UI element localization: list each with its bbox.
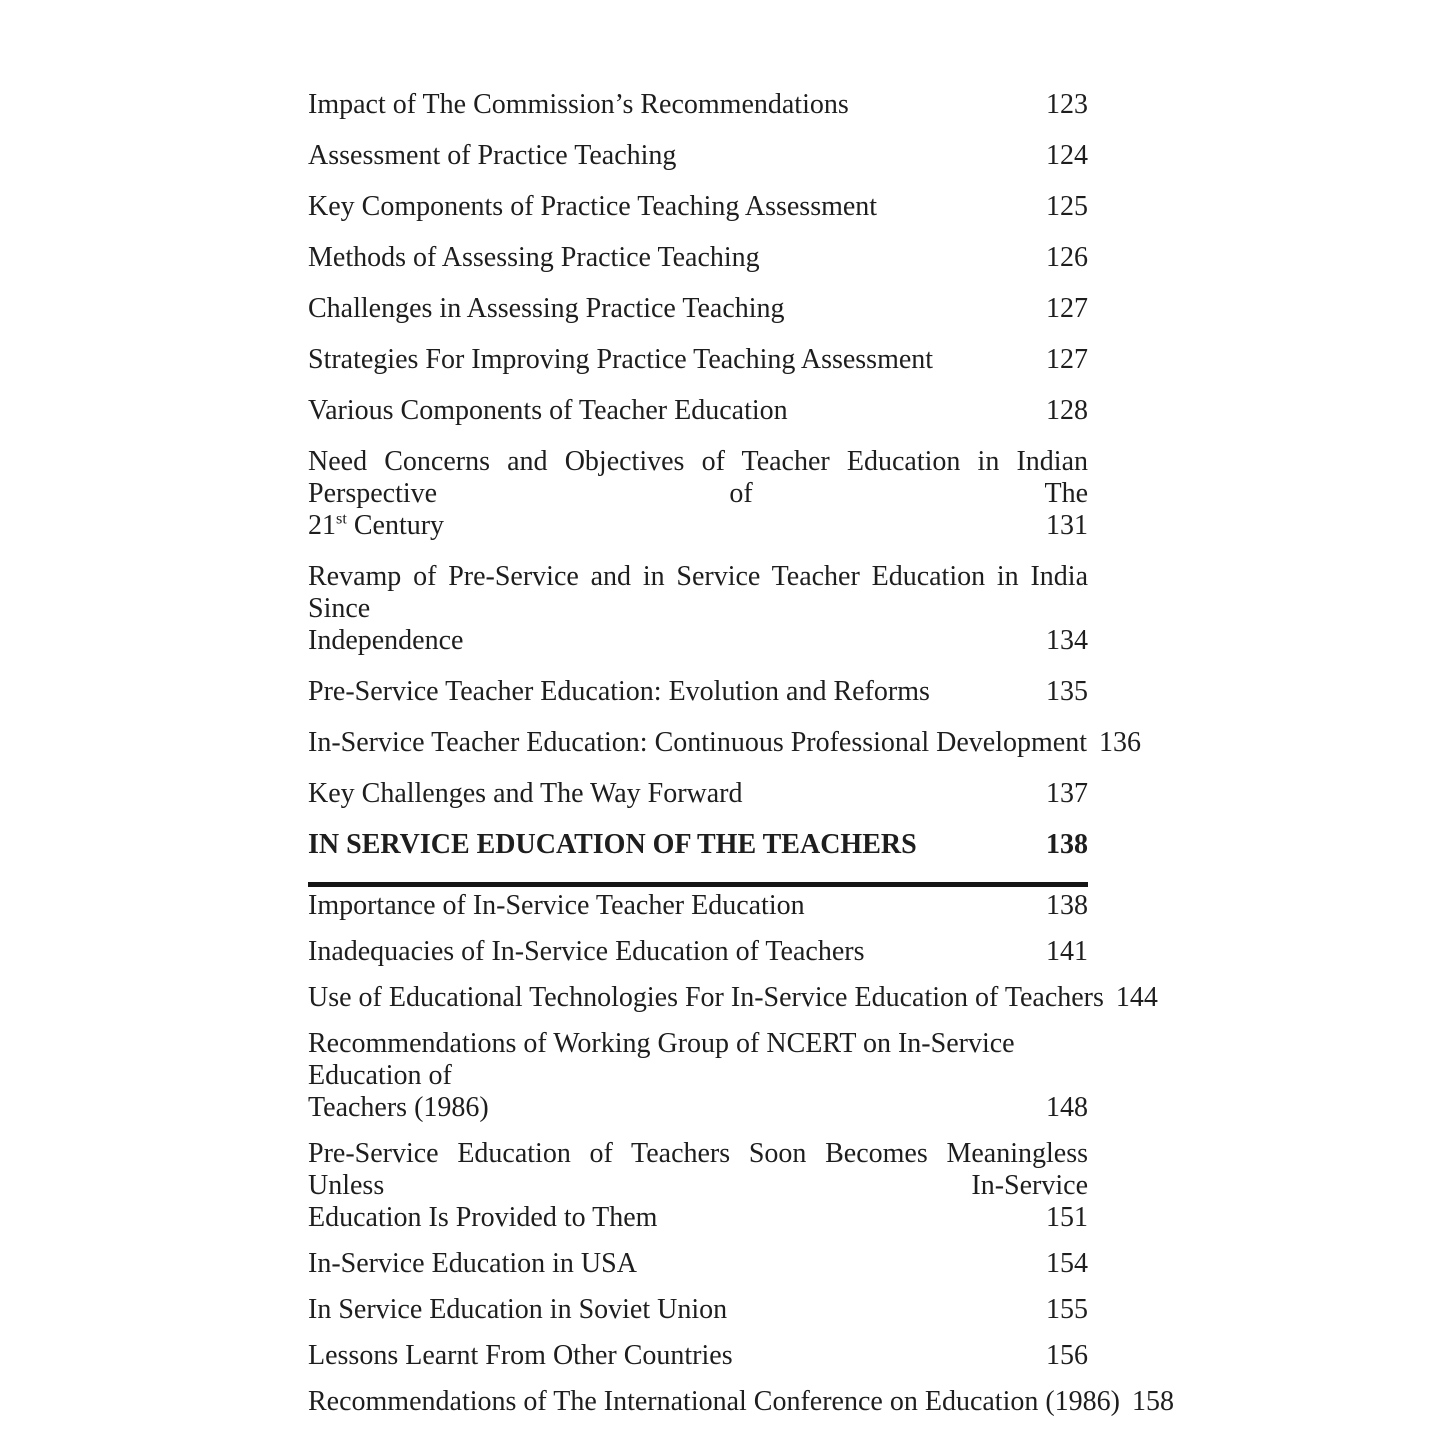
toc-entry-page-number: 155: [1046, 1294, 1088, 1325]
toc-entry: [308, 1340, 1088, 1372]
toc-entry-title: Use of Educational Technologies For In-Service Education of Teachers: [308, 982, 1104, 1013]
toc-entry: [308, 778, 1088, 810]
toc-entry-line2-text: 21st Century: [308, 509, 445, 541]
toc-entry-title: In Service Education in Soviet Union: [308, 1294, 728, 1325]
toc-entry-line2-text: Education Is Provided to Them: [308, 1202, 658, 1233]
toc-entry-line1: Need Concerns and Objectives of Teacher Education in Indian Perspective of The: [308, 446, 1088, 509]
toc-entry-page-number: 144: [1115, 982, 1158, 1013]
toc-entry: [308, 242, 1088, 274]
toc-entry: [308, 191, 1088, 223]
toc-entry-title: Recommendations of The International Conference on Education (1986): [308, 1386, 1120, 1417]
toc-entry-line2: [308, 1202, 1088, 1234]
toc-entry: [308, 936, 1088, 968]
toc-entry-line1: Pre-Service Education of Teachers Soon Becomes Meaningless Unless In-Service: [308, 1138, 1088, 1201]
toc-entry-page-number: 135: [1046, 676, 1088, 707]
toc-entry-page-number: 151: [1046, 1202, 1088, 1233]
toc-entry-page-number: 134: [1046, 625, 1088, 656]
toc-entry-page-number: 124: [1046, 140, 1088, 171]
toc-entry-title: Methods of Assessing Practice Teaching: [308, 242, 760, 273]
toc-entry-title: In-Service Education in USA: [308, 1248, 637, 1279]
toc-entry-page-number: 125: [1046, 191, 1088, 222]
toc-entry-page-number: 128: [1046, 395, 1088, 426]
toc-entry-page-number: 137: [1046, 778, 1088, 809]
toc-entry-page-number: 141: [1046, 936, 1088, 967]
toc-entry: [308, 1386, 1174, 1418]
toc-entry: [308, 293, 1088, 325]
toc-entry: [308, 1294, 1088, 1326]
toc-entry-page-number: 131: [1046, 510, 1088, 541]
toc-entry: [308, 140, 1088, 172]
toc-entry-line2-text: Teachers (1986): [308, 1092, 489, 1123]
toc-entry-line2: [308, 1092, 1088, 1124]
toc-entry-line2: [308, 625, 1088, 657]
section-page-number: 138: [1046, 829, 1088, 860]
toc-entry: [308, 1248, 1088, 1280]
toc-entry-title: Lessons Learnt From Other Countries: [308, 1340, 733, 1371]
toc-entry-title: Importance of In-Service Teacher Education: [308, 890, 805, 921]
section-heading: [308, 829, 1088, 887]
toc-entry-title: Inadequacies of In-Service Education of Teachers: [308, 936, 865, 967]
toc-entry-page-number: 136: [1098, 727, 1141, 758]
toc-entry-title: Impact of The Commission’s Recommendations: [308, 89, 849, 120]
toc-entry-title: Key Challenges and The Way Forward: [308, 778, 743, 809]
toc-entry-line1: Recommendations of Working Group of NCERT on In-Service Education of: [308, 1028, 1015, 1091]
toc-entry: [308, 446, 1088, 542]
toc-entry: [308, 344, 1088, 376]
toc-entry-page-number: 138: [1046, 890, 1088, 921]
toc-entry: [308, 89, 1088, 121]
toc-entry: [308, 982, 1158, 1014]
toc-entry: [308, 1138, 1088, 1234]
toc-entry-title: Key Components of Practice Teaching Assessment: [308, 191, 878, 222]
toc-entry: [308, 890, 1088, 922]
toc-entry-title: Strategies For Improving Practice Teaching Assessment: [308, 344, 934, 375]
toc-entry-line2: [308, 510, 1088, 542]
toc-entry-page-number: 156: [1046, 1340, 1088, 1371]
toc-entry: [308, 727, 1141, 759]
toc-entry-title: Challenges in Assessing Practice Teaching: [308, 293, 785, 324]
toc-entry-title: Assessment of Practice Teaching: [308, 140, 677, 171]
toc-entry-page-number: 127: [1046, 293, 1088, 324]
toc-entry-page-number: 126: [1046, 242, 1088, 273]
toc-list: [308, 89, 1174, 1432]
toc-entry-line2-text: Independence: [308, 625, 464, 656]
toc-entry-page-number: 154: [1046, 1248, 1088, 1279]
toc-entry-title: In-Service Teacher Education: Continuous Professional Development: [308, 727, 1087, 758]
toc-entry-page-number: 123: [1046, 89, 1088, 120]
ordinal-suffix: st: [336, 509, 347, 528]
toc-entry-page-number: 148: [1046, 1092, 1088, 1123]
toc-entry-page-number: 158: [1132, 1386, 1174, 1417]
toc-entry: [308, 561, 1088, 657]
toc-entry: [308, 395, 1088, 427]
toc-entry: [308, 676, 1088, 708]
section-title: IN SERVICE EDUCATION OF THE TEACHERS: [308, 829, 917, 860]
toc-entry-line1: Revamp of Pre-Service and in Service Teacher Education in India Since: [308, 561, 1088, 624]
toc-entry-page-number: 127: [1046, 344, 1088, 375]
toc-entry-title: Pre-Service Teacher Education: Evolution and Reforms: [308, 676, 930, 707]
toc-entry: [308, 1028, 1088, 1124]
toc-entry-title: Various Components of Teacher Education: [308, 395, 788, 426]
